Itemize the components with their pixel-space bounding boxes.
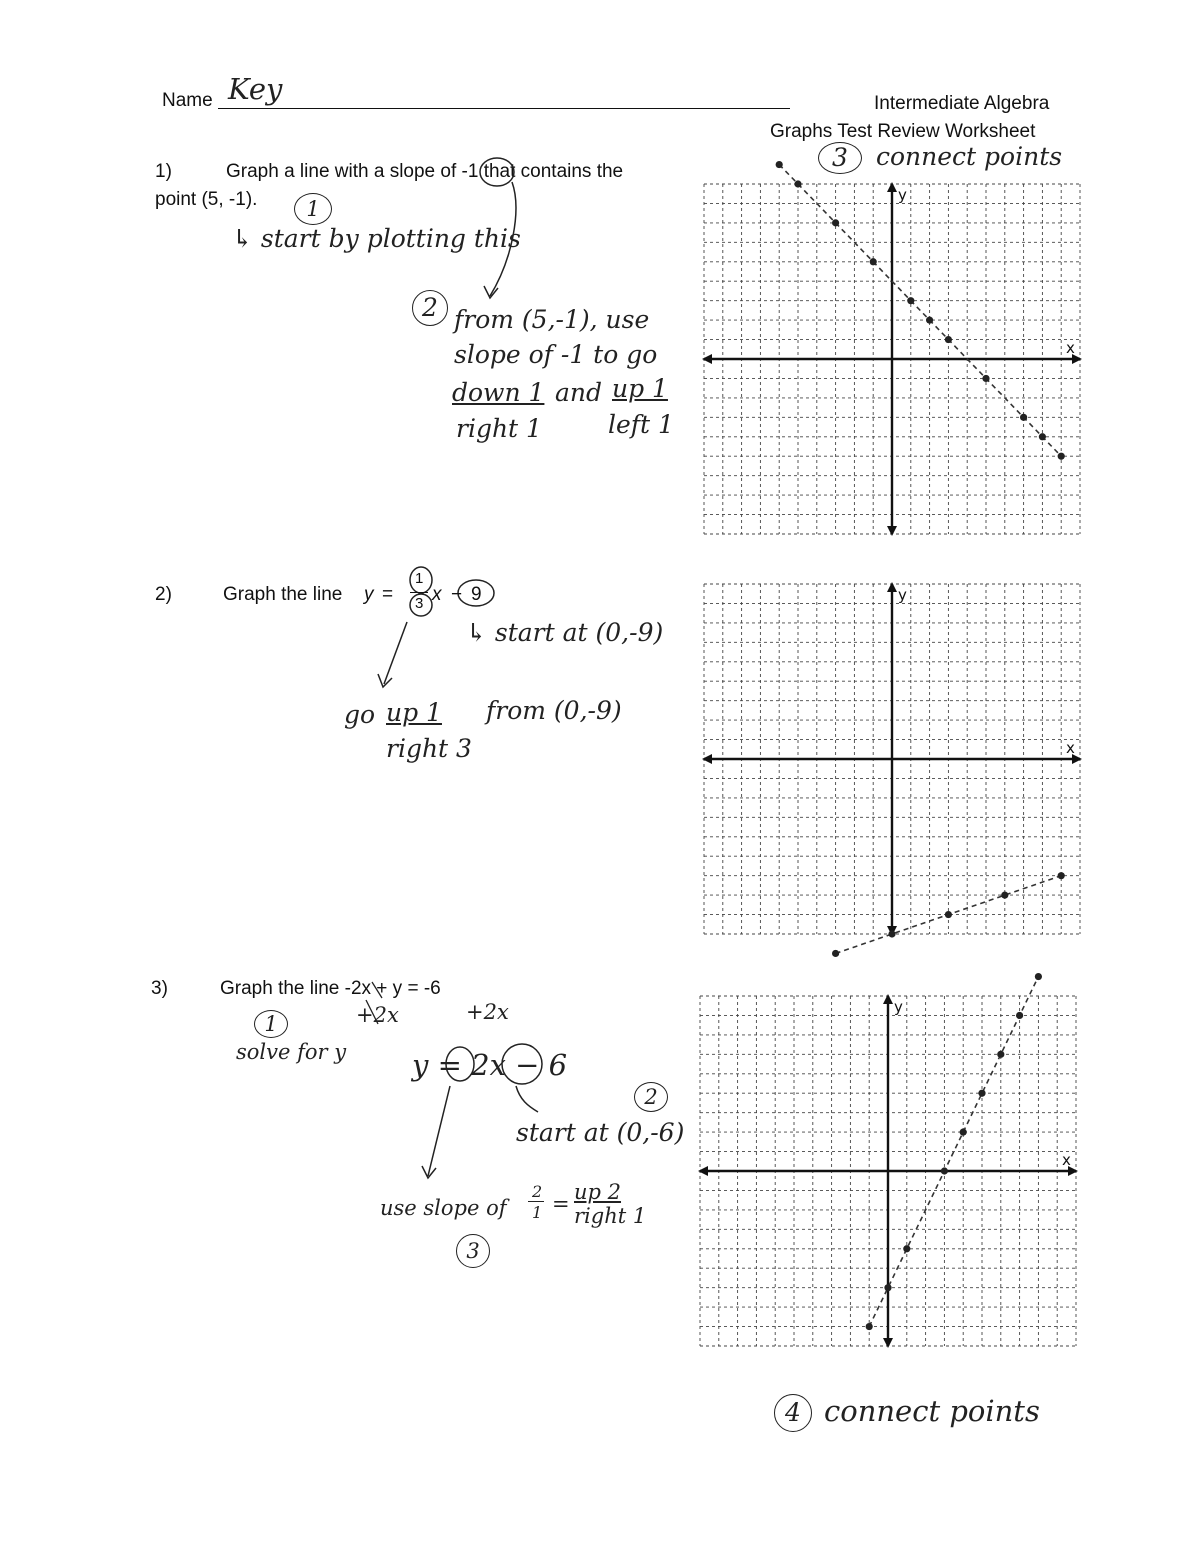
plotted-point — [1016, 1012, 1023, 1019]
graph-1 — [704, 184, 1080, 534]
problem-1-step-2-line-1: from (5,-1), use — [454, 305, 650, 334]
x-axis-label: x — [1066, 339, 1075, 357]
problem-3-equation: y = 2x − 6 — [412, 1048, 568, 1082]
plotted-point — [945, 911, 952, 918]
plotted-point — [926, 317, 933, 324]
problem-3-slope-den: 1 — [532, 1203, 543, 1222]
plotted-point — [776, 161, 783, 168]
plotted-point — [1035, 973, 1042, 980]
problem-2-prompt-x: x — [432, 584, 442, 605]
problem-1-step-2-marker: 2 — [412, 290, 448, 326]
problem-1-step-1-marker: 1 — [294, 193, 332, 225]
problem-1-step-2-right: right 1 — [456, 414, 542, 443]
problem-2-prompt-eq: = — [382, 584, 394, 605]
graphed-line — [779, 165, 1061, 457]
problem-3-step-3-up: up 2 — [574, 1180, 622, 1204]
plotted-point — [907, 297, 914, 304]
problem-3-step-4-marker: 4 — [774, 1394, 812, 1432]
problem-2-prompt-const: 9 — [471, 584, 482, 605]
problem-2-right: right 3 — [386, 734, 472, 763]
plotted-point — [832, 950, 839, 957]
problem-3-step-3-marker: 3 — [456, 1234, 490, 1268]
problem-1-number: 1) — [155, 161, 172, 182]
problem-1-step-2-left: left 1 — [608, 410, 674, 439]
plotted-point — [1020, 414, 1027, 421]
problem-3-slope-bar — [528, 1201, 544, 1202]
problem-1-prompt-line-2: point (5, -1). — [155, 189, 258, 210]
plotted-point — [870, 258, 877, 265]
plotted-point — [1058, 453, 1065, 460]
problem-1-step-3-marker: 3 — [818, 142, 862, 174]
problem-3-step-4-note: connect points — [824, 1394, 1040, 1428]
problem-2-prompt-minus: − — [451, 584, 463, 605]
problem-2-from: from (0,-9) — [486, 696, 622, 725]
y-axis-arrow-top — [887, 182, 897, 192]
plotted-point — [960, 1129, 967, 1136]
plotted-point — [832, 219, 839, 226]
worksheet-title: Graphs Test Review Worksheet — [770, 121, 1036, 142]
problem-3-step-2-note: start at (0,-6) — [516, 1118, 685, 1147]
problem-1-step-2-line-2: slope of -1 to go — [454, 340, 658, 369]
problem-3-step-1-marker: 1 — [254, 1010, 288, 1038]
problem-2-fraction-bar — [410, 592, 428, 593]
plotted-point — [884, 1284, 891, 1291]
plotted-point — [945, 336, 952, 343]
problem-1-step-2-down: down 1 — [452, 378, 545, 407]
problem-2-prompt-den: 3 — [415, 595, 424, 612]
problem-3-number: 3) — [151, 978, 168, 999]
problem-2-prompt-y: y — [364, 584, 374, 605]
problem-1-step-2-up: up 1 — [612, 374, 668, 403]
x-axis-label: x — [1062, 1151, 1071, 1169]
graph-3 — [700, 996, 1076, 1346]
name-label: Name — [162, 90, 213, 111]
course-title: Intermediate Algebra — [874, 93, 1050, 114]
problem-3-step-2-marker: 2 — [634, 1082, 668, 1112]
name-value: Key — [228, 72, 283, 106]
x-axis-arrow-left — [698, 1166, 708, 1176]
problem-2-number: 2) — [155, 584, 172, 605]
plotted-point — [1039, 433, 1046, 440]
problem-2-prompt-num: 1 — [415, 570, 424, 587]
problem-3-step-1-note: solve for y — [236, 1040, 347, 1064]
plotted-point — [1001, 892, 1008, 899]
problem-1-step-1-note: ↳ start by plotting this — [232, 224, 521, 253]
problem-3-add-left: +2x — [356, 1003, 399, 1027]
problem-2-up: up 1 — [386, 698, 442, 727]
x-axis-arrow-left — [702, 354, 712, 364]
slope-circle-1 — [480, 158, 514, 186]
plotted-point — [903, 1245, 910, 1252]
problem-2-go: go — [344, 700, 376, 729]
problem-1-prompt-line-1: Graph a line with a slope of -1 that contains the — [226, 161, 624, 182]
plotted-point — [1058, 872, 1065, 879]
plotted-point — [997, 1051, 1004, 1058]
problem-3-slope-num: 2 — [532, 1182, 543, 1201]
x-axis-arrow-left — [702, 754, 712, 764]
y-axis-label: y — [898, 586, 907, 604]
plotted-point — [982, 375, 989, 382]
plotted-point — [794, 180, 801, 187]
problem-3-prompt: Graph the line -2x + y = -6 — [220, 978, 441, 999]
y-axis-label: y — [898, 186, 907, 204]
y-axis-label: y — [894, 998, 903, 1016]
arrow-1-head — [484, 286, 498, 298]
arrow-2 — [384, 622, 407, 684]
arrow-3b — [516, 1086, 538, 1112]
arrow-3a — [428, 1086, 450, 1176]
problem-3-step-3-right: right 1 — [574, 1204, 647, 1228]
problem-2-prompt-lead: Graph the line — [223, 584, 343, 605]
y-axis-arrow-top — [883, 994, 893, 1004]
problem-2-start-note: ↳ start at (0,-9) — [466, 618, 664, 647]
problem-1-step-2-and: and — [555, 378, 603, 407]
plotted-point — [978, 1090, 985, 1097]
arrow-1 — [490, 182, 516, 296]
problem-3-step-3-note: use slope of — [380, 1196, 507, 1220]
plotted-point — [941, 1167, 948, 1174]
y-axis-arrow-top — [887, 582, 897, 592]
x-axis-label: x — [1066, 739, 1075, 757]
plotted-point — [888, 930, 895, 937]
plotted-point — [866, 1323, 873, 1330]
problem-1-step-3-note: connect points — [876, 142, 1063, 171]
problem-3-add-right: +2x — [466, 1000, 509, 1024]
graph-2 — [704, 584, 1080, 934]
